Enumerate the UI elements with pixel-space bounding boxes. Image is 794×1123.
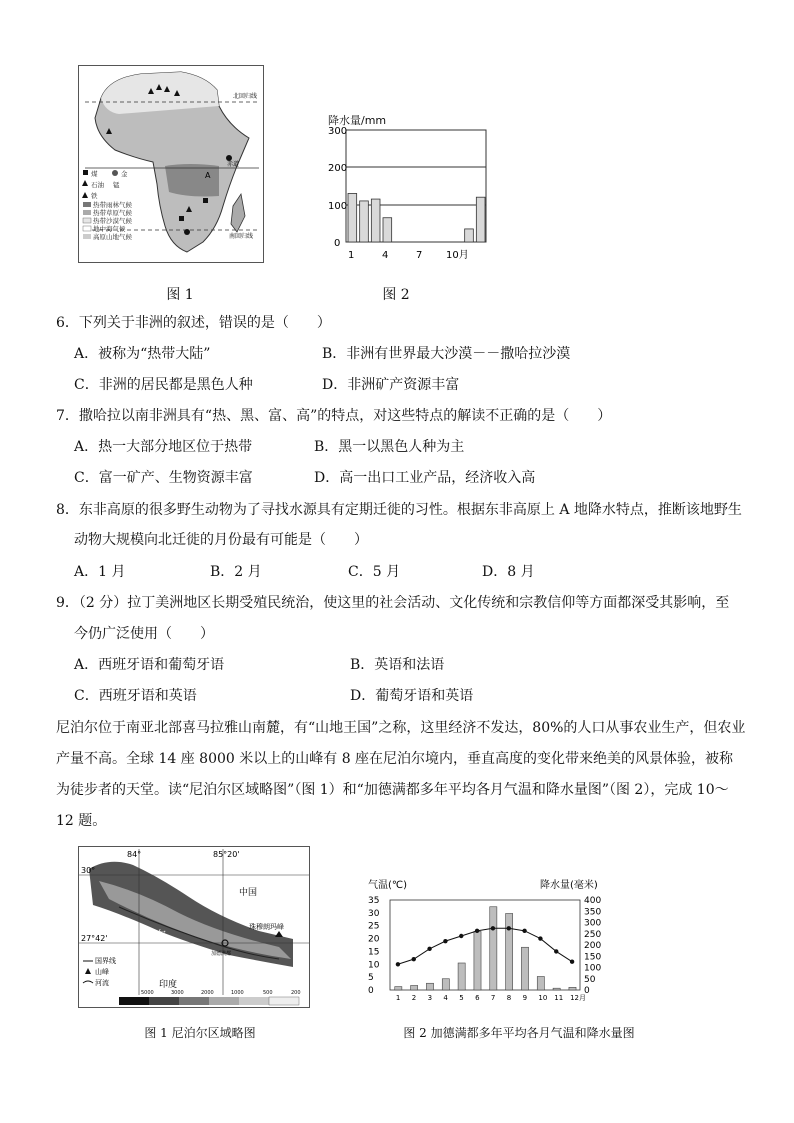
elev-tick: 1000 (231, 990, 244, 996)
svg-text:地中海气候: 地中海气候 (93, 225, 126, 233)
q7-stem: 7．撒哈拉以南非洲具有“热、黑、富、高”的特点，对这些特点的解读不正确的是（ ） (56, 408, 612, 424)
precip-bar-7 (490, 907, 497, 990)
q8-option-a[interactable]: A．1 月 (74, 564, 126, 580)
fig2-caption: 图 2 (382, 287, 410, 303)
svg-text:铁: 铁 (91, 192, 98, 200)
q6-option-a[interactable]: A．被称为“热带大陆” (74, 346, 211, 362)
q9-option-d[interactable]: D．葡萄牙语和英语 (350, 688, 474, 704)
q8-stem-line1: 8．东非高原的很多野生动物为了寻找水源具有定期迁徙的习性。根据东非高原上 A 地降水特点，推断该地野生 (56, 502, 742, 518)
q6-stem: 6．下列关于非洲的叙述，错误的是（ ） (56, 315, 331, 331)
rain-bar-3 (371, 199, 380, 242)
precip-tick: 150 (584, 952, 602, 963)
legend-river: 河流 (95, 979, 109, 987)
temp-point-3 (427, 947, 431, 951)
precip-axis-label: 降水量(毫米) (540, 880, 598, 891)
month-tick: 5 (459, 994, 464, 1002)
lon-label: 85°20' (213, 850, 240, 859)
rain-bar-12 (476, 197, 485, 242)
elev-tick: 500 (263, 990, 273, 996)
climate-chart (364, 876, 620, 1010)
svg-text:高原山地气候: 高原山地气候 (93, 233, 132, 241)
svg-text:热带草原气候: 热带草原气候 (93, 209, 132, 217)
legend-border: 国界线 (95, 957, 116, 965)
q8-option-b[interactable]: B．2 月 (210, 564, 262, 580)
q7-option-a[interactable]: A．热一大部分地区位于热带 (74, 439, 253, 455)
precip-bar-2 (411, 986, 418, 991)
temp-point-9 (522, 929, 526, 933)
precip-bar-3 (426, 983, 433, 990)
temp-tick: 30 (368, 908, 380, 919)
precip-tick: 300 (584, 918, 602, 929)
africa-map (78, 65, 264, 263)
china-label: 中国 (239, 888, 258, 898)
precip-tick: 50 (584, 974, 596, 985)
precip-bar-12 (569, 987, 576, 990)
temp-tick: 15 (368, 947, 380, 958)
rain-xtick: 1 (348, 250, 355, 261)
lon-label: 84° (127, 850, 142, 859)
svg-text:A: A (205, 171, 211, 180)
temp-tick: 0 (368, 986, 374, 996)
svg-text:热带雨林气候: 热带雨林气候 (93, 201, 132, 209)
lat-label: 27°42' (81, 934, 108, 943)
temp-point-2 (412, 957, 416, 961)
precip-bar-5 (458, 963, 465, 990)
temp-axis-label: 气温(℃) (368, 880, 408, 891)
kathmandu-label: 加德满都 (211, 951, 232, 957)
temp-tick: 20 (368, 934, 380, 945)
legend-peak: 山峰 (95, 968, 109, 976)
temp-point-10 (538, 936, 542, 940)
rain-xtick: 4 (382, 250, 389, 261)
precip-tick: 0 (584, 986, 590, 996)
india-label: 印度 (159, 980, 178, 990)
q6-option-c[interactable]: C．非洲的居民都是黑色人种 (74, 377, 253, 393)
month-tick: 6 (475, 994, 480, 1002)
temp-point-4 (443, 939, 447, 943)
temp-point-5 (459, 934, 463, 938)
rain-ytick: 200 (328, 163, 348, 174)
temp-tick: 10 (368, 960, 380, 971)
rain-ytick: 300 (328, 126, 348, 137)
q7-option-b[interactable]: B．黑一以黑色人种为主 (314, 439, 465, 455)
svg-text:热带沙漠气候: 热带沙漠气候 (93, 217, 132, 225)
month-tick: 9 (522, 994, 528, 1002)
month-tick: 1 (395, 994, 401, 1002)
q8-stem-line2: 动物大规模向北迁徙的月份最有可能是（ ） (74, 532, 368, 548)
q9-stem-line2: 今仍广泛使用（ ） (74, 626, 214, 642)
precip-bar-10 (537, 977, 544, 991)
temp-point-1 (396, 962, 400, 966)
temp-point-8 (507, 926, 511, 930)
temp-point-7 (491, 926, 495, 930)
temp-tick: 25 (368, 921, 380, 932)
month-tick: 8 (506, 994, 512, 1002)
rain-ytick: 100 (328, 201, 348, 212)
precip-bar-4 (442, 979, 449, 990)
month-tick: 11 (554, 994, 564, 1002)
q9-stem-line1: 9．（2 分）拉丁美洲地区长期受殖民统治，使这里的社会活动、文化传统和宗教信仰等方面都深受其影响，至 (56, 595, 730, 611)
fig1-bottom-caption: 图 1 尼泊尔区域略图 (144, 1026, 256, 1040)
q9-option-c[interactable]: C．西班牙语和英语 (74, 688, 197, 704)
elev-tick: 2000 (201, 990, 214, 996)
nepal-label: 尼 泊 尔 (121, 930, 167, 940)
precip-bar-9 (521, 947, 528, 990)
svg-text:北回归线: 北回归线 (233, 93, 258, 100)
rain-bar-11 (465, 229, 474, 242)
temp-point-6 (475, 929, 479, 933)
temp-tick: 5 (368, 973, 374, 984)
q9-option-b[interactable]: B．英语和法语 (350, 657, 445, 673)
temp-point-12 (570, 960, 574, 964)
precip-tick: 100 (584, 963, 602, 974)
q9-option-a[interactable]: A．西班牙语和葡萄牙语 (74, 657, 225, 673)
temp-tick: 35 (368, 896, 380, 906)
elev-tick: 5000 (141, 990, 154, 996)
elev-tick: 3000 (171, 990, 184, 996)
everest-label: 珠穆朗玛峰 (249, 923, 284, 931)
rain-bar-1 (348, 193, 357, 242)
precip-bar-8 (506, 914, 513, 991)
rain-chart-ylabel: 降水量/mm (328, 114, 387, 127)
q8-option-d[interactable]: D．8 月 (482, 564, 535, 580)
svg-text:锰: 锰 (113, 181, 120, 189)
lat-label: 30° (81, 866, 96, 875)
precip-bar-11 (553, 988, 560, 990)
q6-option-b[interactable]: B．非洲有世界最大沙漠－－撒哈拉沙漠 (322, 346, 571, 362)
fig2-bottom-caption: 图 2 加德满都多年平均各月气温和降水量图 (403, 1026, 635, 1040)
q6-option-d[interactable]: D．非洲矿产资源丰富 (322, 377, 460, 393)
month-tick: 12月 (570, 994, 587, 1002)
reading-passage: 尼泊尔位于南亚北部喜马拉雅山南麓，有“山地王国”之称，这里经济不发达，80%的人口从事农业生产，但农业产量不高。全球 14 座 8000 米以上的山峰有 8 座在尼泊尔境内，垂直高度的变化带来绝美的风景体验，被称为徒步者的天堂。读“尼泊尔区域略图”（图 1）和“加德满都多年平均各月气温和降水量图”（图 2），完成 10～12 题。 (56, 720, 746, 829)
precip-tick: 200 (584, 941, 602, 951)
month-tick: 3 (427, 994, 433, 1002)
svg-text:赤道: 赤道 (227, 161, 240, 168)
precip-tick: 400 (584, 896, 602, 906)
rain-bar-4 (383, 218, 392, 242)
svg-text:煤: 煤 (91, 170, 98, 178)
svg-text:南回归线: 南回归线 (229, 233, 254, 240)
q7-option-c[interactable]: C．富一矿产、生物资源丰富 (74, 470, 253, 486)
month-tick: 2 (411, 994, 417, 1002)
rain-xtick: 10月 (446, 250, 469, 261)
temp-point-11 (554, 949, 558, 953)
precip-bar-6 (474, 932, 481, 991)
precip-tick: 350 (584, 907, 602, 918)
rain-ytick: 0 (334, 238, 341, 249)
precip-bar-1 (395, 987, 402, 990)
q8-option-c[interactable]: C．5 月 (348, 564, 401, 580)
month-tick: 7 (490, 994, 496, 1002)
svg-text:石油: 石油 (91, 181, 104, 189)
q7-option-d[interactable]: D．高一出口工业产品，经济收入高 (314, 470, 536, 486)
rain-xtick: 7 (416, 250, 423, 261)
month-tick: 4 (443, 994, 448, 1002)
fig1-caption: 图 1 (166, 287, 194, 303)
svg-text:金: 金 (121, 170, 128, 178)
rain-bar-2 (360, 201, 369, 242)
nepal-map (78, 846, 310, 1008)
rain-chart (326, 112, 490, 264)
month-tick: 10 (538, 994, 548, 1002)
elev-tick: 200 (291, 990, 301, 996)
precip-tick: 250 (584, 929, 602, 940)
